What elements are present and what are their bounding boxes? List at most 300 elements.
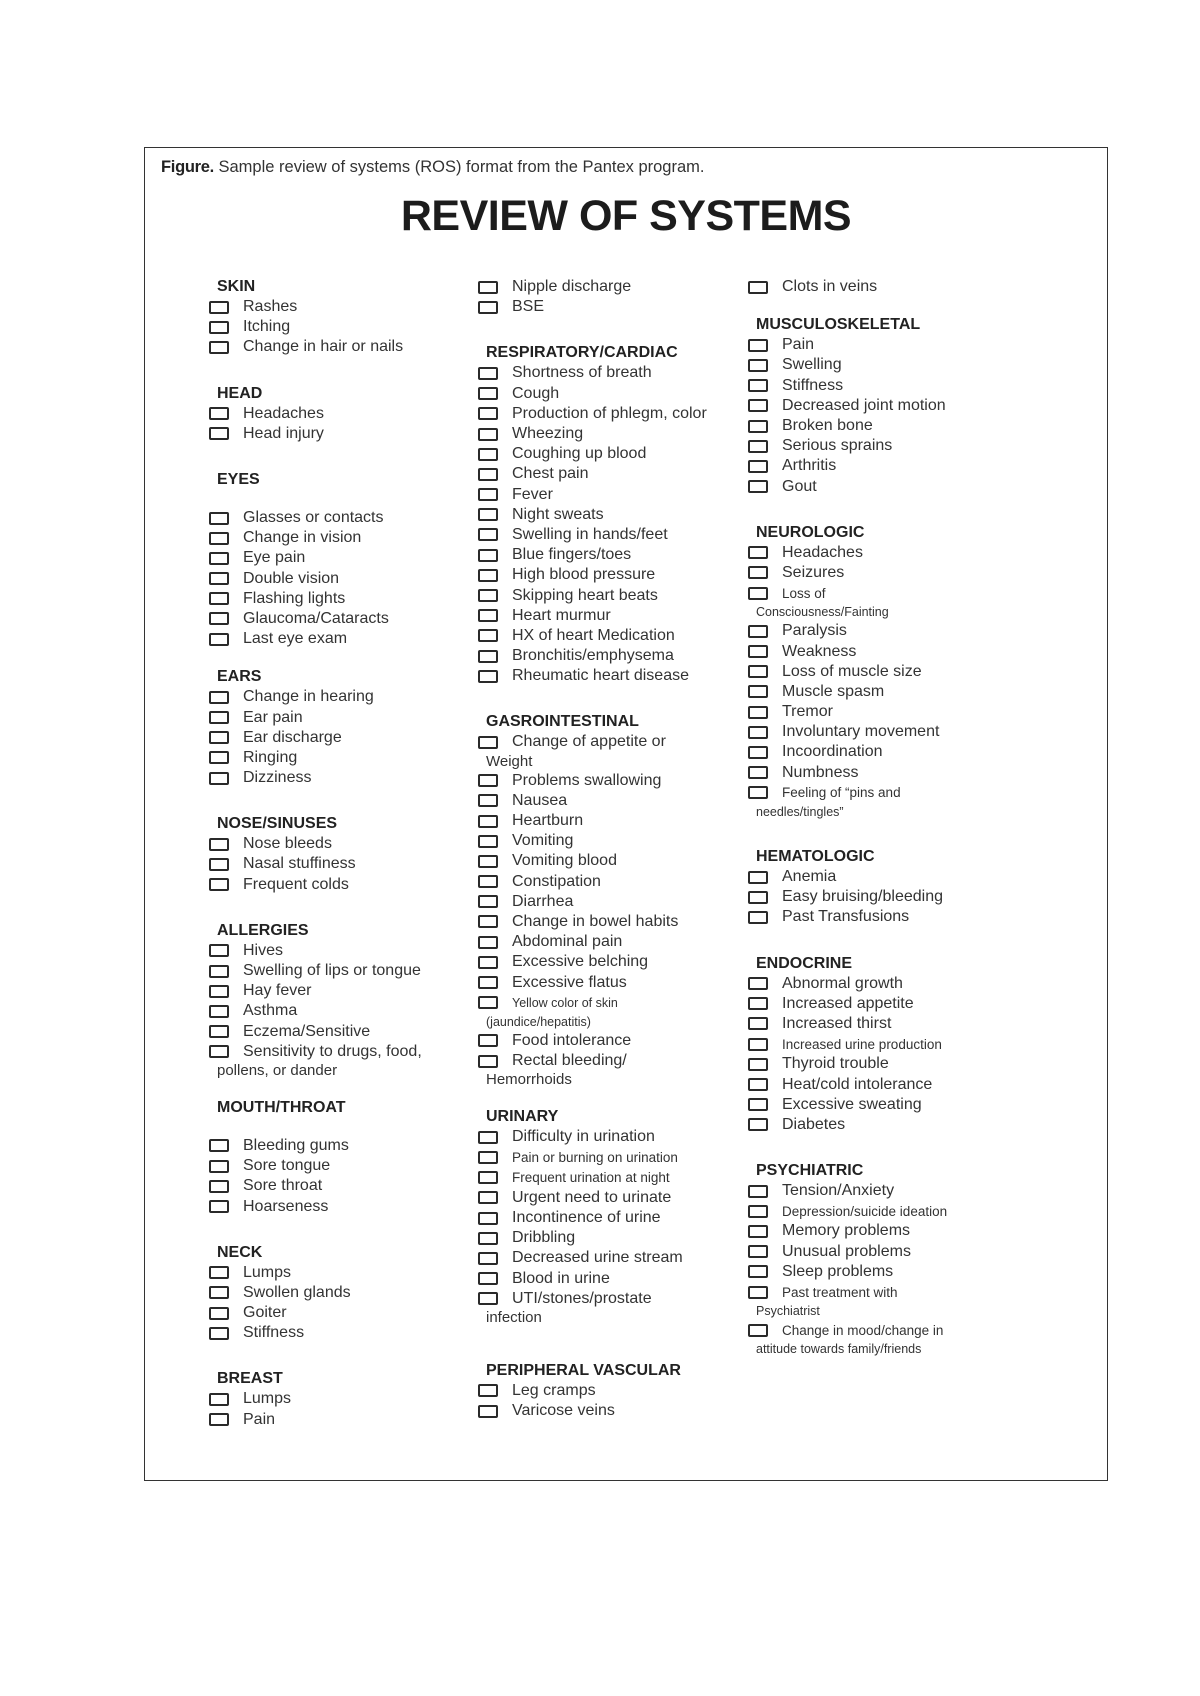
checklist-item bbox=[209, 1389, 459, 1409]
checkbox[interactable] bbox=[209, 985, 229, 998]
item-label: Swelling in hands/feet bbox=[512, 525, 668, 543]
checklist-item bbox=[209, 424, 459, 444]
item-label: Leg cramps bbox=[512, 1381, 596, 1399]
checkbox[interactable] bbox=[209, 1139, 229, 1152]
checkbox[interactable] bbox=[478, 895, 498, 908]
checkbox[interactable] bbox=[478, 1034, 498, 1047]
checkbox[interactable] bbox=[478, 428, 498, 441]
section-endocrine bbox=[748, 954, 1048, 1136]
checkbox[interactable] bbox=[478, 1212, 498, 1225]
checklist-item bbox=[478, 771, 738, 791]
section-urinary bbox=[478, 1107, 738, 1327]
checkbox[interactable] bbox=[748, 1245, 768, 1258]
checklist-item bbox=[478, 811, 738, 831]
item-label: Increased appetite bbox=[782, 994, 914, 1012]
item-label: Excessive flatus bbox=[512, 973, 627, 991]
checkbox[interactable] bbox=[748, 440, 768, 453]
checklist-item bbox=[478, 851, 738, 871]
item-label: Muscle spasm bbox=[782, 682, 885, 700]
checkbox[interactable] bbox=[478, 915, 498, 928]
item-label: Urgent need to urinate bbox=[512, 1188, 672, 1206]
checkbox[interactable] bbox=[478, 1292, 498, 1305]
item-label: Easy bruising/bleeding bbox=[782, 888, 943, 906]
item-label: Stiffness bbox=[243, 1324, 305, 1342]
checkbox[interactable] bbox=[478, 1055, 498, 1068]
checkbox[interactable] bbox=[209, 944, 229, 957]
checkbox[interactable] bbox=[478, 1384, 498, 1397]
checklist-item bbox=[478, 732, 738, 752]
checklist-item bbox=[478, 626, 738, 646]
checkbox[interactable] bbox=[209, 1413, 229, 1426]
checklist-item bbox=[478, 297, 738, 317]
checkbox[interactable] bbox=[748, 1078, 768, 1091]
checklist-item bbox=[209, 961, 459, 981]
item-label: Nausea bbox=[512, 791, 568, 809]
figure-caption-text: Sample review of systems (ROS) format from the Pantex program. bbox=[218, 158, 705, 176]
checklist-item bbox=[748, 1262, 1048, 1282]
checkbox[interactable] bbox=[478, 448, 498, 461]
checkbox[interactable] bbox=[209, 1045, 229, 1058]
checkbox[interactable] bbox=[748, 281, 768, 294]
checklist-item bbox=[209, 768, 459, 788]
checklist-item bbox=[478, 1248, 738, 1268]
item-label: Heartburn bbox=[512, 812, 584, 830]
checkbox[interactable] bbox=[748, 746, 768, 759]
checkbox[interactable] bbox=[478, 508, 498, 521]
item-label: Ringing bbox=[243, 748, 298, 766]
section-peripheral-vascular-continued bbox=[748, 277, 1048, 297]
item-label: Rashes bbox=[243, 298, 298, 316]
item-label: Nose bleeds bbox=[243, 835, 332, 853]
checklist-item bbox=[748, 1320, 1048, 1340]
checklist-item bbox=[748, 974, 1048, 994]
checklist-item bbox=[478, 545, 738, 565]
continuation-text: Consciousness/Fainting bbox=[756, 605, 889, 620]
checkbox[interactable] bbox=[478, 1232, 498, 1245]
checkbox[interactable] bbox=[209, 1160, 229, 1173]
checkbox[interactable] bbox=[209, 592, 229, 605]
item-label: Shortness of breath bbox=[512, 364, 652, 382]
checklist-item bbox=[209, 297, 459, 317]
item-label: Sensitivity to drugs, food, bbox=[243, 1042, 422, 1060]
checklist-item bbox=[478, 791, 738, 811]
section-hematologic bbox=[748, 847, 1048, 928]
checklist-item bbox=[478, 932, 738, 952]
item-label: Cough bbox=[512, 384, 560, 402]
checkbox[interactable] bbox=[748, 1098, 768, 1111]
checkbox[interactable] bbox=[209, 1266, 229, 1279]
checkbox[interactable] bbox=[478, 1191, 498, 1204]
item-label: Rheumatic heart disease bbox=[512, 667, 689, 685]
checkbox[interactable] bbox=[748, 359, 768, 372]
checkbox[interactable] bbox=[748, 1058, 768, 1071]
checklist-item bbox=[209, 728, 459, 748]
item-label: Hoarseness bbox=[243, 1197, 329, 1215]
checklist-item bbox=[478, 646, 738, 666]
checkbox[interactable] bbox=[209, 427, 229, 440]
checkbox[interactable] bbox=[209, 612, 229, 625]
checkbox[interactable] bbox=[209, 572, 229, 585]
checklist-item bbox=[748, 1054, 1048, 1074]
item-label: Loss of muscle size bbox=[782, 662, 922, 680]
checkbox[interactable] bbox=[748, 1185, 768, 1198]
section-psychiatric bbox=[748, 1161, 1048, 1358]
checklist-item bbox=[748, 722, 1048, 742]
checklist-item bbox=[748, 1095, 1048, 1115]
checklist-item bbox=[478, 1269, 738, 1289]
item-label: Change in mood/change in bbox=[782, 1322, 944, 1338]
checkbox[interactable] bbox=[209, 751, 229, 764]
continuation-text: attitude towards family/friends bbox=[756, 1342, 922, 1357]
section-title: NECK bbox=[217, 1243, 263, 1261]
checkbox[interactable] bbox=[748, 645, 768, 658]
checkbox[interactable] bbox=[478, 1171, 498, 1184]
checkbox[interactable] bbox=[478, 589, 498, 602]
item-label: Blue fingers/toes bbox=[512, 546, 632, 564]
checklist-item bbox=[748, 396, 1048, 416]
item-label: Tension/Anxiety bbox=[782, 1182, 895, 1200]
item-label: Dizziness bbox=[243, 769, 312, 787]
checklist-item bbox=[209, 834, 459, 854]
checklist-item bbox=[209, 1001, 459, 1021]
checklist-item bbox=[209, 854, 459, 874]
item-label: Incontinence of urine bbox=[512, 1209, 661, 1227]
item-label: Feeling of “pins and bbox=[782, 785, 901, 801]
checkbox[interactable] bbox=[209, 552, 229, 565]
checkbox[interactable] bbox=[209, 878, 229, 891]
checkbox[interactable] bbox=[478, 736, 498, 749]
checklist-item bbox=[209, 1042, 459, 1062]
checkbox[interactable] bbox=[209, 1025, 229, 1038]
checklist-item bbox=[209, 629, 459, 649]
checkbox[interactable] bbox=[478, 875, 498, 888]
checkbox[interactable] bbox=[478, 956, 498, 969]
checkbox[interactable] bbox=[478, 1131, 498, 1144]
checkbox[interactable] bbox=[209, 691, 229, 704]
item-label: Abnormal growth bbox=[782, 974, 903, 992]
section-title: MOUTH/THROAT bbox=[217, 1098, 346, 1116]
checkbox[interactable] bbox=[209, 772, 229, 785]
item-label: Pain bbox=[243, 1410, 276, 1428]
checkbox[interactable] bbox=[478, 774, 498, 787]
checklist-item bbox=[748, 1034, 1048, 1054]
item-label: Asthma bbox=[243, 1002, 298, 1020]
item-label: Lumps bbox=[243, 1390, 292, 1408]
section-title: GASROINTESTINAL bbox=[486, 713, 639, 731]
checklist-item bbox=[209, 1136, 459, 1156]
checklist-item bbox=[748, 563, 1048, 583]
checkbox[interactable] bbox=[748, 480, 768, 493]
checkbox[interactable] bbox=[478, 488, 498, 501]
checkbox[interactable] bbox=[748, 1118, 768, 1131]
item-label: Vomiting bbox=[512, 832, 574, 850]
checklist-item bbox=[478, 1228, 738, 1248]
section-title: HEMATOLOGIC bbox=[756, 847, 875, 865]
checklist-item bbox=[478, 384, 738, 404]
checklist-item bbox=[478, 565, 738, 585]
checkbox[interactable] bbox=[748, 1265, 768, 1278]
checkbox[interactable] bbox=[478, 835, 498, 848]
checkbox[interactable] bbox=[748, 726, 768, 739]
checklist-item bbox=[748, 1201, 1048, 1221]
checkbox[interactable] bbox=[748, 587, 768, 600]
checklist-item bbox=[748, 662, 1048, 682]
item-label: Seizures bbox=[782, 563, 845, 581]
checkbox[interactable] bbox=[748, 1324, 768, 1337]
checklist-item bbox=[748, 742, 1048, 762]
checklist-item bbox=[748, 1181, 1048, 1201]
checkbox[interactable] bbox=[748, 1225, 768, 1238]
checklist-item bbox=[748, 682, 1048, 702]
item-label: Constipation bbox=[512, 872, 601, 890]
checklist-item bbox=[748, 1074, 1048, 1094]
item-label: Serious sprains bbox=[782, 437, 893, 455]
checkbox[interactable] bbox=[209, 1307, 229, 1320]
checkbox[interactable] bbox=[748, 891, 768, 904]
item-label: Rectal bleeding/ bbox=[512, 1052, 627, 1070]
checkbox[interactable] bbox=[478, 609, 498, 622]
item-label: UTI/stones/prostate bbox=[512, 1289, 652, 1307]
continuation-text: Hemorrhoids bbox=[486, 1071, 572, 1089]
checkbox[interactable] bbox=[748, 566, 768, 579]
checkbox[interactable] bbox=[209, 965, 229, 978]
item-label: Night sweats bbox=[512, 505, 604, 523]
item-label: Increased thirst bbox=[782, 1014, 892, 1032]
item-label: Memory problems bbox=[782, 1222, 911, 1240]
section-gastrointestinal bbox=[478, 712, 738, 1089]
checkbox[interactable] bbox=[748, 786, 768, 799]
checkbox[interactable] bbox=[478, 650, 498, 663]
checkbox[interactable] bbox=[478, 468, 498, 481]
section-neck bbox=[209, 1243, 459, 1344]
section-breast bbox=[209, 1369, 459, 1429]
checkbox[interactable] bbox=[478, 996, 498, 1009]
checkbox[interactable] bbox=[748, 399, 768, 412]
section-musculoskeletal bbox=[748, 315, 1048, 497]
item-label: Change in vision bbox=[243, 529, 362, 547]
item-label: BSE bbox=[512, 298, 545, 316]
checklist-item bbox=[209, 875, 459, 895]
checkbox[interactable] bbox=[748, 625, 768, 638]
checkbox[interactable] bbox=[209, 407, 229, 420]
item-label: Stiffness bbox=[782, 376, 844, 394]
checkbox[interactable] bbox=[748, 997, 768, 1010]
item-label: Diabetes bbox=[782, 1115, 846, 1133]
item-label: Excessive belching bbox=[512, 953, 649, 971]
item-label: Change in bowel habits bbox=[512, 912, 679, 930]
checklist-item bbox=[209, 404, 459, 424]
item-label: Pain or burning on urination bbox=[512, 1149, 678, 1165]
checkbox[interactable] bbox=[478, 549, 498, 562]
page-title: REVIEW OF SYSTEMS bbox=[400, 192, 852, 240]
checklist-item bbox=[748, 456, 1048, 476]
checklist-item bbox=[748, 335, 1048, 355]
checklist-item bbox=[209, 589, 459, 609]
checkbox[interactable] bbox=[748, 379, 768, 392]
checklist-item bbox=[478, 1147, 738, 1167]
checkbox[interactable] bbox=[478, 1405, 498, 1418]
checkbox[interactable] bbox=[209, 838, 229, 851]
item-label: Arthritis bbox=[782, 457, 837, 475]
checklist-item bbox=[478, 585, 738, 605]
checklist-item bbox=[478, 1031, 738, 1051]
checkbox[interactable] bbox=[478, 629, 498, 642]
checkbox[interactable] bbox=[748, 1017, 768, 1030]
checkbox[interactable] bbox=[748, 546, 768, 559]
checkbox[interactable] bbox=[209, 321, 229, 334]
figure-caption bbox=[161, 158, 705, 177]
item-label: Pain bbox=[782, 336, 815, 354]
item-label: Head injury bbox=[243, 424, 324, 442]
item-label: Swollen glands bbox=[243, 1283, 351, 1301]
checkbox[interactable] bbox=[209, 532, 229, 545]
item-label: Lumps bbox=[243, 1263, 292, 1281]
checkbox[interactable] bbox=[478, 815, 498, 828]
section-respiratory-cardiac bbox=[478, 343, 738, 686]
item-label: Depression/suicide ideation bbox=[782, 1203, 948, 1219]
item-label: Increased urine production bbox=[782, 1036, 942, 1052]
checklist-item bbox=[748, 1014, 1048, 1034]
checkbox[interactable] bbox=[209, 633, 229, 646]
item-label: Chest pain bbox=[512, 465, 589, 483]
item-label: Glasses or contacts bbox=[243, 509, 384, 527]
item-label: Dribbling bbox=[512, 1229, 576, 1247]
checkbox[interactable] bbox=[748, 1286, 768, 1299]
checkbox[interactable] bbox=[748, 706, 768, 719]
item-label: Yellow color of skin bbox=[512, 995, 618, 1010]
checkbox[interactable] bbox=[209, 731, 229, 744]
item-label: Production of phlegm, color bbox=[512, 404, 707, 422]
checkbox[interactable] bbox=[748, 911, 768, 924]
checkbox[interactable] bbox=[478, 569, 498, 582]
section-peripheral-vascular bbox=[478, 1361, 738, 1421]
checkbox[interactable] bbox=[478, 528, 498, 541]
checkbox[interactable] bbox=[748, 871, 768, 884]
checkbox[interactable] bbox=[748, 339, 768, 352]
item-label: Sore throat bbox=[243, 1177, 323, 1195]
checkbox[interactable] bbox=[209, 1393, 229, 1406]
checkbox[interactable] bbox=[209, 858, 229, 871]
checkbox[interactable] bbox=[209, 1005, 229, 1018]
item-label: Food intolerance bbox=[512, 1031, 632, 1049]
continuation-text: needles/tingles” bbox=[756, 804, 844, 819]
item-label: Problems swallowing bbox=[512, 771, 662, 789]
checklist-item bbox=[748, 543, 1048, 563]
section-title: NEUROLOGIC bbox=[756, 523, 865, 541]
checkbox[interactable] bbox=[748, 977, 768, 990]
checklist-item bbox=[209, 508, 459, 528]
checkbox[interactable] bbox=[478, 281, 498, 294]
checklist-item bbox=[748, 355, 1048, 375]
checklist-item bbox=[478, 1381, 738, 1401]
checklist-item bbox=[478, 972, 738, 992]
checkbox[interactable] bbox=[748, 1038, 768, 1051]
checklist-item bbox=[209, 1022, 459, 1042]
item-label: Excessive sweating bbox=[782, 1095, 922, 1113]
checkbox[interactable] bbox=[209, 1327, 229, 1340]
checkbox[interactable] bbox=[478, 855, 498, 868]
item-label: Ear discharge bbox=[243, 728, 342, 746]
checkbox[interactable] bbox=[478, 1252, 498, 1265]
checklist-item bbox=[478, 872, 738, 892]
section-title: ALLERGIES bbox=[217, 921, 309, 939]
checkbox[interactable] bbox=[478, 301, 498, 314]
section-nose-sinuses bbox=[209, 814, 459, 895]
continuation-text: Psychiatrist bbox=[756, 1304, 820, 1319]
checkbox[interactable] bbox=[209, 301, 229, 314]
checklist-item bbox=[209, 337, 459, 357]
checkbox[interactable] bbox=[478, 407, 498, 420]
item-label: Loss of bbox=[782, 585, 826, 601]
section-title: SKIN bbox=[217, 278, 256, 295]
item-label: Flashing lights bbox=[243, 589, 346, 607]
ros-form-frame bbox=[144, 147, 1108, 1481]
item-label: Difficulty in urination bbox=[512, 1128, 655, 1146]
item-label: Thyroid trouble bbox=[782, 1055, 889, 1073]
item-label: Sore tongue bbox=[243, 1157, 331, 1175]
checkbox[interactable] bbox=[209, 1286, 229, 1299]
checklist-item bbox=[748, 1115, 1048, 1135]
checkbox[interactable] bbox=[478, 670, 498, 683]
section-title: PERIPHERAL VASCULAR bbox=[486, 1361, 681, 1379]
checkbox[interactable] bbox=[748, 685, 768, 698]
item-label: Heat/cold intolerance bbox=[782, 1075, 933, 1093]
checkbox[interactable] bbox=[748, 420, 768, 433]
continuation-text: (jaundice/hepatitis) bbox=[486, 1014, 591, 1029]
item-label: Incoordination bbox=[782, 743, 883, 761]
checkbox[interactable] bbox=[478, 1151, 498, 1164]
checklist-item bbox=[209, 1156, 459, 1176]
item-label: Broken bone bbox=[782, 417, 873, 435]
continuation-text: Weight bbox=[486, 752, 533, 770]
checkbox[interactable] bbox=[209, 512, 229, 525]
item-label: Goiter bbox=[243, 1304, 287, 1322]
item-label: Bleeding gums bbox=[243, 1136, 349, 1154]
item-label: Fever bbox=[512, 485, 553, 503]
item-label: Eczema/Sensitive bbox=[243, 1022, 371, 1040]
item-label: Change of appetite or bbox=[512, 733, 666, 751]
checklist-item bbox=[478, 912, 738, 932]
checklist-item bbox=[748, 702, 1048, 722]
checkbox[interactable] bbox=[478, 367, 498, 380]
section-title: EARS bbox=[217, 668, 262, 686]
checklist-item bbox=[748, 1242, 1048, 1262]
checklist-item bbox=[748, 1221, 1048, 1241]
checkbox[interactable] bbox=[748, 665, 768, 678]
checklist-item bbox=[748, 763, 1048, 783]
checkbox[interactable] bbox=[209, 1180, 229, 1193]
checklist-item bbox=[748, 1282, 1048, 1302]
checkbox[interactable] bbox=[478, 387, 498, 400]
checkbox[interactable] bbox=[478, 936, 498, 949]
checklist-item bbox=[209, 941, 459, 961]
item-label: Nasal stuffiness bbox=[243, 855, 356, 873]
item-label: Numbness bbox=[782, 763, 859, 781]
checkbox[interactable] bbox=[478, 976, 498, 989]
item-label: Vomiting blood bbox=[512, 852, 617, 870]
checkbox[interactable] bbox=[478, 1272, 498, 1285]
checklist-item bbox=[478, 1188, 738, 1208]
checkbox[interactable] bbox=[748, 1205, 768, 1218]
checkbox[interactable] bbox=[478, 794, 498, 807]
checkbox[interactable] bbox=[748, 460, 768, 473]
checklist-item bbox=[478, 993, 738, 1013]
checkbox[interactable] bbox=[209, 711, 229, 724]
section-title: BREAST bbox=[217, 1370, 283, 1388]
checkbox[interactable] bbox=[748, 766, 768, 779]
checkbox[interactable] bbox=[209, 1200, 229, 1213]
checkbox[interactable] bbox=[209, 341, 229, 354]
